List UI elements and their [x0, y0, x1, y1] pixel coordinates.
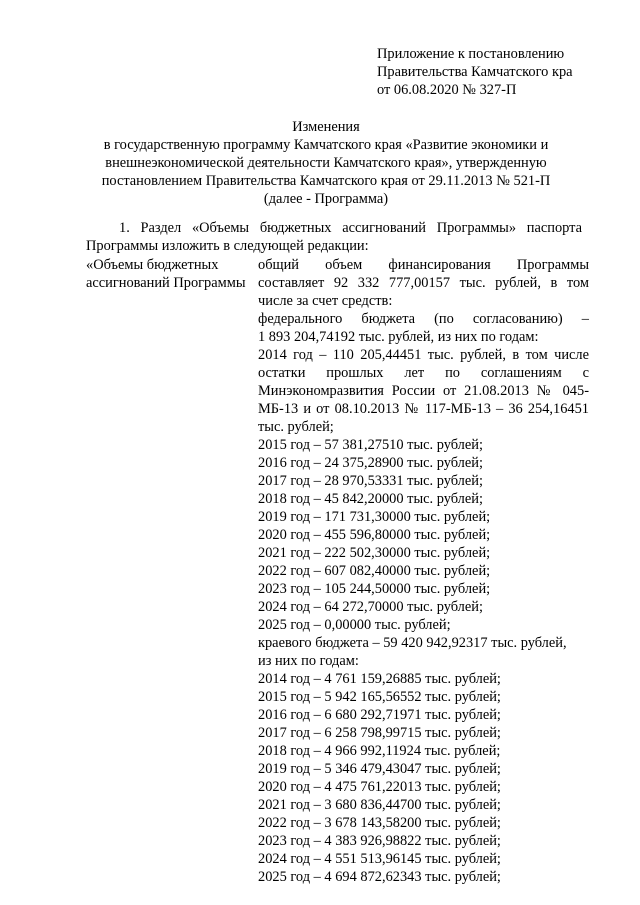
cell-line: 2015 год – 5 942 165,56552 тыс. рублей;	[258, 689, 501, 705]
appendix-line: Приложение к постановлению	[377, 46, 565, 62]
cell-line: 2016 год – 24 375,28900 тыс. рублей;	[258, 455, 483, 471]
cell-line: МБ-13 и от 08.10.2013 № 117-МБ-13 – 36 254,16451	[258, 401, 589, 417]
cell-line: составляет 92 332 777,00157 тыс. рублей, в том	[258, 275, 589, 291]
cell-line: 2015 год – 57 381,27510 тыс. рублей;	[258, 437, 483, 453]
cell-line: Минэкономразвития России от 21.08.2013 № 045-	[258, 383, 589, 399]
cell-line: из них по годам:	[258, 653, 359, 669]
table-left-cell	[86, 256, 246, 292]
cell-line: 2021 год – 222 502,30000 тыс. рублей;	[258, 545, 491, 561]
paragraph-line: Программы изложить в следующей редакции:	[86, 238, 369, 254]
cell-line: 2020 год – 4 475 761,22013 тыс. рублей;	[258, 779, 501, 795]
cell-line: федерального бюджета (по согласованию) –	[258, 311, 589, 327]
cell-line: остатки прошлых лет по соглашениям с	[258, 365, 589, 381]
cell-line: тыс. рублей;	[258, 419, 334, 435]
cell-line: 2023 год – 105 244,50000 тыс. рублей;	[258, 581, 491, 597]
appendix-line: Правительства Камчатского кра	[377, 64, 573, 80]
appendix-line: от 06.08.2020 № 327-П	[377, 82, 517, 98]
paragraph-1	[86, 219, 582, 255]
title-line: Изменения	[292, 119, 360, 135]
cell-line: 1 893 204,74192 тыс. рублей, из них по годам:	[258, 329, 539, 345]
title-line: (далее - Программа)	[263, 191, 389, 207]
cell-line: 2022 год – 607 082,40000 тыс. рублей;	[258, 563, 491, 579]
cell-line: 2019 год – 171 731,30000 тыс. рублей;	[258, 509, 491, 525]
cell-line: 2024 год – 64 272,70000 тыс. рублей;	[258, 599, 483, 615]
cell-line: 2014 год – 4 761 159,26885 тыс. рублей;	[258, 671, 501, 687]
cell-line: 2025 год – 4 694 872,62343 тыс. рублей;	[258, 869, 501, 885]
table-right-cell	[258, 256, 589, 886]
cell-line: 2025 год – 0,00000 тыс. рублей;	[258, 617, 451, 633]
cell-line: ассигнований Программы	[86, 275, 246, 291]
title-line: внешнеэкономической деятельности Камчатского края», утвержденную	[105, 155, 547, 171]
cell-line: 2017 год – 28 970,53331 тыс. рублей;	[258, 473, 483, 489]
cell-line: 2019 год – 5 346 479,43047 тыс. рублей;	[258, 761, 501, 777]
cell-line: 2023 год – 4 383 926,98822 тыс. рублей;	[258, 833, 501, 849]
title-line: в государственную программу Камчатского края «Развитие экономики и	[103, 137, 549, 153]
cell-line: 2024 год – 4 551 513,96145 тыс. рублей;	[258, 851, 501, 867]
cell-line: 2014 год – 110 205,44451 тыс. рублей, в том числе	[258, 347, 589, 363]
cell-line: 2018 год – 4 966 992,11924 тыс. рублей;	[258, 743, 501, 759]
cell-line: общий объем финансирования Программы	[258, 257, 589, 273]
cell-line: 2022 год – 3 678 143,58200 тыс. рублей;	[258, 815, 501, 831]
cell-line: числе за счет средств:	[258, 293, 393, 309]
title-line: постановлением Правительства Камчатского края от 29.11.2013 № 521-П	[101, 173, 551, 189]
cell-line: краевого бюджета – 59 420 942,92317 тыс. рублей,	[258, 635, 567, 651]
appendix-header	[377, 45, 573, 99]
cell-line: 2018 год – 45 842,20000 тыс. рублей;	[258, 491, 483, 507]
cell-line: 2016 год – 6 680 292,71971 тыс. рублей;	[258, 707, 501, 723]
paragraph-line: 1. Раздел «Объемы бюджетных ассигнований Программы» паспорта	[119, 220, 582, 236]
document-title	[86, 118, 566, 208]
cell-line: 2020 год – 455 596,80000 тыс. рублей;	[258, 527, 491, 543]
cell-line: «Объемы бюджетных	[86, 257, 219, 273]
cell-line: 2017 год – 6 258 798,99715 тыс. рублей;	[258, 725, 501, 741]
cell-line: 2021 год – 3 680 836,44700 тыс. рублей;	[258, 797, 501, 813]
